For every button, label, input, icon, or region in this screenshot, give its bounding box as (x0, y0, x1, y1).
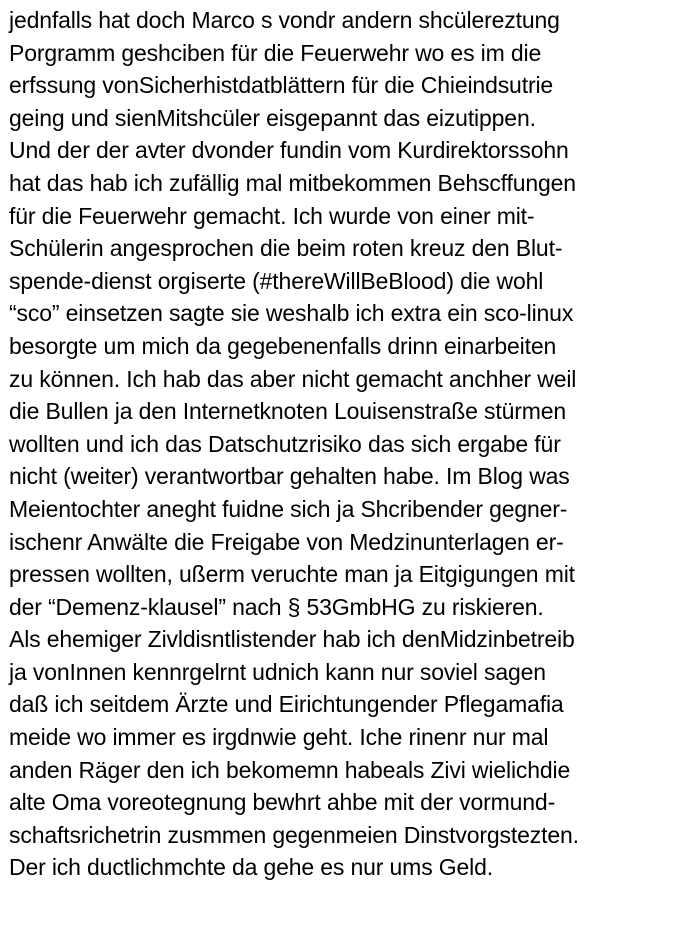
text-line: Porgramm geshciben für die Feuerwehr wo es im die (9, 39, 542, 66)
text-line: Schülerin angesprochen die beim roten kreuz den Blut- (9, 235, 563, 262)
text-line: pressen wollten, ußerm veruchte man ja Eitgigungen mit (9, 561, 575, 588)
text-line: zu können. Ich hab das aber nicht gemacht anchher weil (9, 365, 577, 392)
text-line: hat das hab ich zufällig mal mitbekommen Behscffungen (9, 169, 576, 196)
text-line: geing und sienMitshcüler eisgepannt das eizutippen. (9, 104, 536, 131)
text-line: nicht (weiter) verantwortbar gehalten habe. Im Blog was (9, 463, 570, 490)
text-line: ja vonInnen kennrgelrnt udnich kann nur soviel sagen (9, 658, 546, 685)
text-line: Als ehemiger Zivldisntlistender hab ich denMidzinbetreib (9, 626, 575, 653)
text-line: jednfalls hat doch Marco s vondr andern shcülereztung (9, 7, 560, 33)
text-line: alte Oma voreotegnung bewhrt ahbe mit der vormund- (9, 789, 556, 816)
text-line: meide wo immer es irgdnwie geht. Iche rinenr nur mal (9, 724, 549, 751)
text-line: erfssung vonSicherhistdatblättern für die Chieindsutrie (9, 72, 554, 99)
text-line: Und der der avter dvonder fundin vom Kurdirektorssohn (9, 137, 569, 164)
text-line: ischenr Anwälte die Freigabe von Medzinunterlagen er- (9, 528, 564, 555)
text-line: für die Feuerwehr gemacht. Ich wurde von einer mit- (9, 202, 535, 229)
text-line: Meientochter aneght fuidne sich ja Shcribender gegner- (9, 495, 568, 522)
text-line: daß ich seitdem Ärzte und Eirichtungender Pflegamafia (9, 691, 564, 718)
text-line: der “Demenz-klausel” nach § 53GmbHG zu riskieren. (9, 593, 544, 620)
text-line: besorgte um mich da gegebenenfalls drinn einarbeiten (9, 332, 557, 359)
text-line: “sco” einsetzen sagte sie weshalb ich extra ein sco-linux (9, 300, 574, 327)
text-line: schaftsrichetrin zusmmen gegenmeien Dinstvorgstezten. (9, 821, 579, 848)
text-line: spende-dienst orgiserte (#thereWillBeBlood) die wohl (9, 267, 544, 294)
text-line: wollten und ich das Datschutzrisiko das sich ergabe für (9, 430, 561, 457)
text-line: die Bullen ja den Internetknoten Louisenstraße stürmen (9, 398, 567, 425)
text-line: Der ich ductlichmchte da gehe es nur ums Geld. (9, 854, 494, 881)
text-line: anden Räger den ich bekomemn habeals Zivi wielichdie (9, 756, 571, 783)
document-text-body (9, 4, 681, 884)
